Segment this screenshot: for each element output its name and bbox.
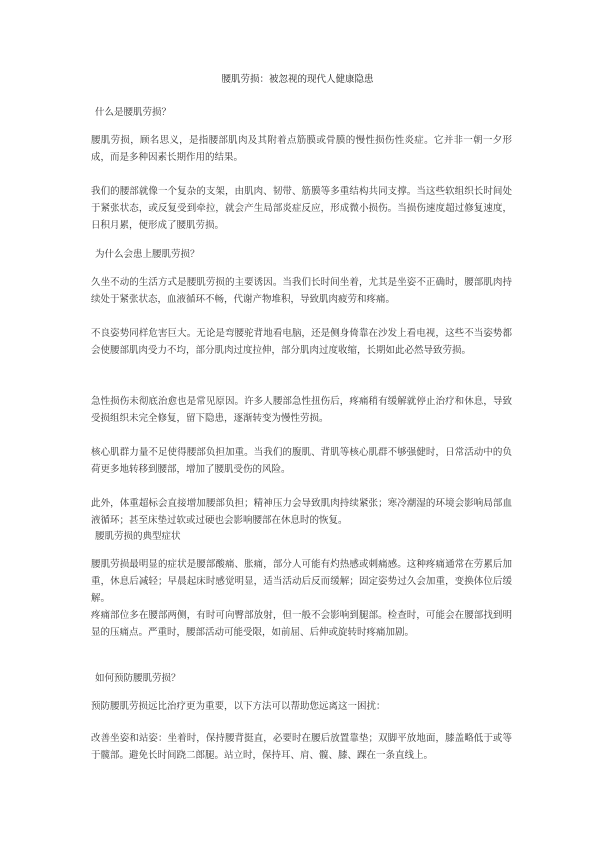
paragraph: 久坐不动的生活方式是腰肌劳损的主要诱因。当我们长时间坐着，尤其是坐姿不正确时，腰部肌肉持续处于紧张状态，血液循环不畅，代谢产物堆积，导致肌肉疲劳和疼痛。 — [91, 277, 512, 305]
section-heading: 什么是腰肌劳损？ — [95, 107, 172, 118]
document-title: 腰肌劳损：被忽视的现代人健康隐患 — [221, 74, 374, 85]
paragraph: 疼痛部位多在腰部两侧，有时可向臀部放射，但一般不会影响到腿部。检查时，可能会在腰部找到明显的压痛点。严重时，腰部活动可能受限，如前屈、后伸或旋转时疼痛加剧。 — [91, 610, 512, 638]
paragraph: 急性损伤未彻底治愈也是常见原因。许多人腰部急性扭伤后，疼痛稍有缓解就停止治疗和休息，导致受损组织未完全修复，留下隐患，逐渐转变为慢性劳损。 — [91, 396, 512, 424]
paragraph: 核心肌群力量不足使得腰部负担加重。当我们的腹肌、背肌等核心肌群不够强健时，日常活动中的负荷更多地转移到腰部，增加了腰肌受伤的风险。 — [91, 447, 512, 475]
paragraph: 我们的腰部就像一个复杂的支架，由肌肉、韧带、筋膜等多重结构共同支撑。当这些软组织长时间处于紧张状态，或反复受到牵拉，就会产生局部炎症反应，形成微小损伤。当损伤速度超过修复速度，日积月累，便形成了腰肌劳损。 — [91, 186, 512, 231]
paragraph: 改善坐姿和站姿：坐着时，保持腰背挺直，必要时在腰后放置靠垫；双脚平放地面，膝盖略低于或等于髋部。避免长时间跷二郎腿。站立时，保持耳、肩、髋、膝、踝在一条直线上。 — [91, 733, 512, 761]
section-heading: 为什么会患上腰肌劳损？ — [95, 249, 200, 260]
paragraph: 腰肌劳损最明显的症状是腰部酸痛、胀痛，部分人可能有灼热感或刺痛感。这种疼痛通常在劳累后加重，休息后减轻；早晨起床时感觉明显，适当活动后反而缓解；固定姿势过久会加重，变换体位后缓解。 — [91, 559, 512, 604]
paragraph: 腰肌劳损，顾名思义，是指腰部肌肉及其附着点筋膜或骨膜的慢性损伤性炎症。它并非一朝一夕形成，而是多种因素长期作用的结果。 — [91, 135, 512, 163]
section-heading: 如何预防腰肌劳损？ — [95, 673, 181, 684]
section-heading: 腰肌劳损的典型症状 — [95, 531, 181, 542]
paragraph: 预防腰肌劳损远比治疗更为重要，以下方法可以帮助您远离这一困扰： — [91, 701, 386, 712]
paragraph: 此外，体重超标会直接增加腰部负担；精神压力会导致肌肉持续紧张；寒冷潮湿的环境会影响局部血液循环；甚至床垫过软或过硬也会影响腰部在休息时的恢复。 — [91, 498, 512, 526]
paragraph: 不良姿势同样危害巨大。无论是弯腰驼背地看电脑，还是侧身倚靠在沙发上看电视，这些不当姿势都会使腰部肌肉受力不均，部分肌肉过度拉伸，部分肌肉过度收缩，长期如此必然导致劳损。 — [91, 328, 512, 356]
